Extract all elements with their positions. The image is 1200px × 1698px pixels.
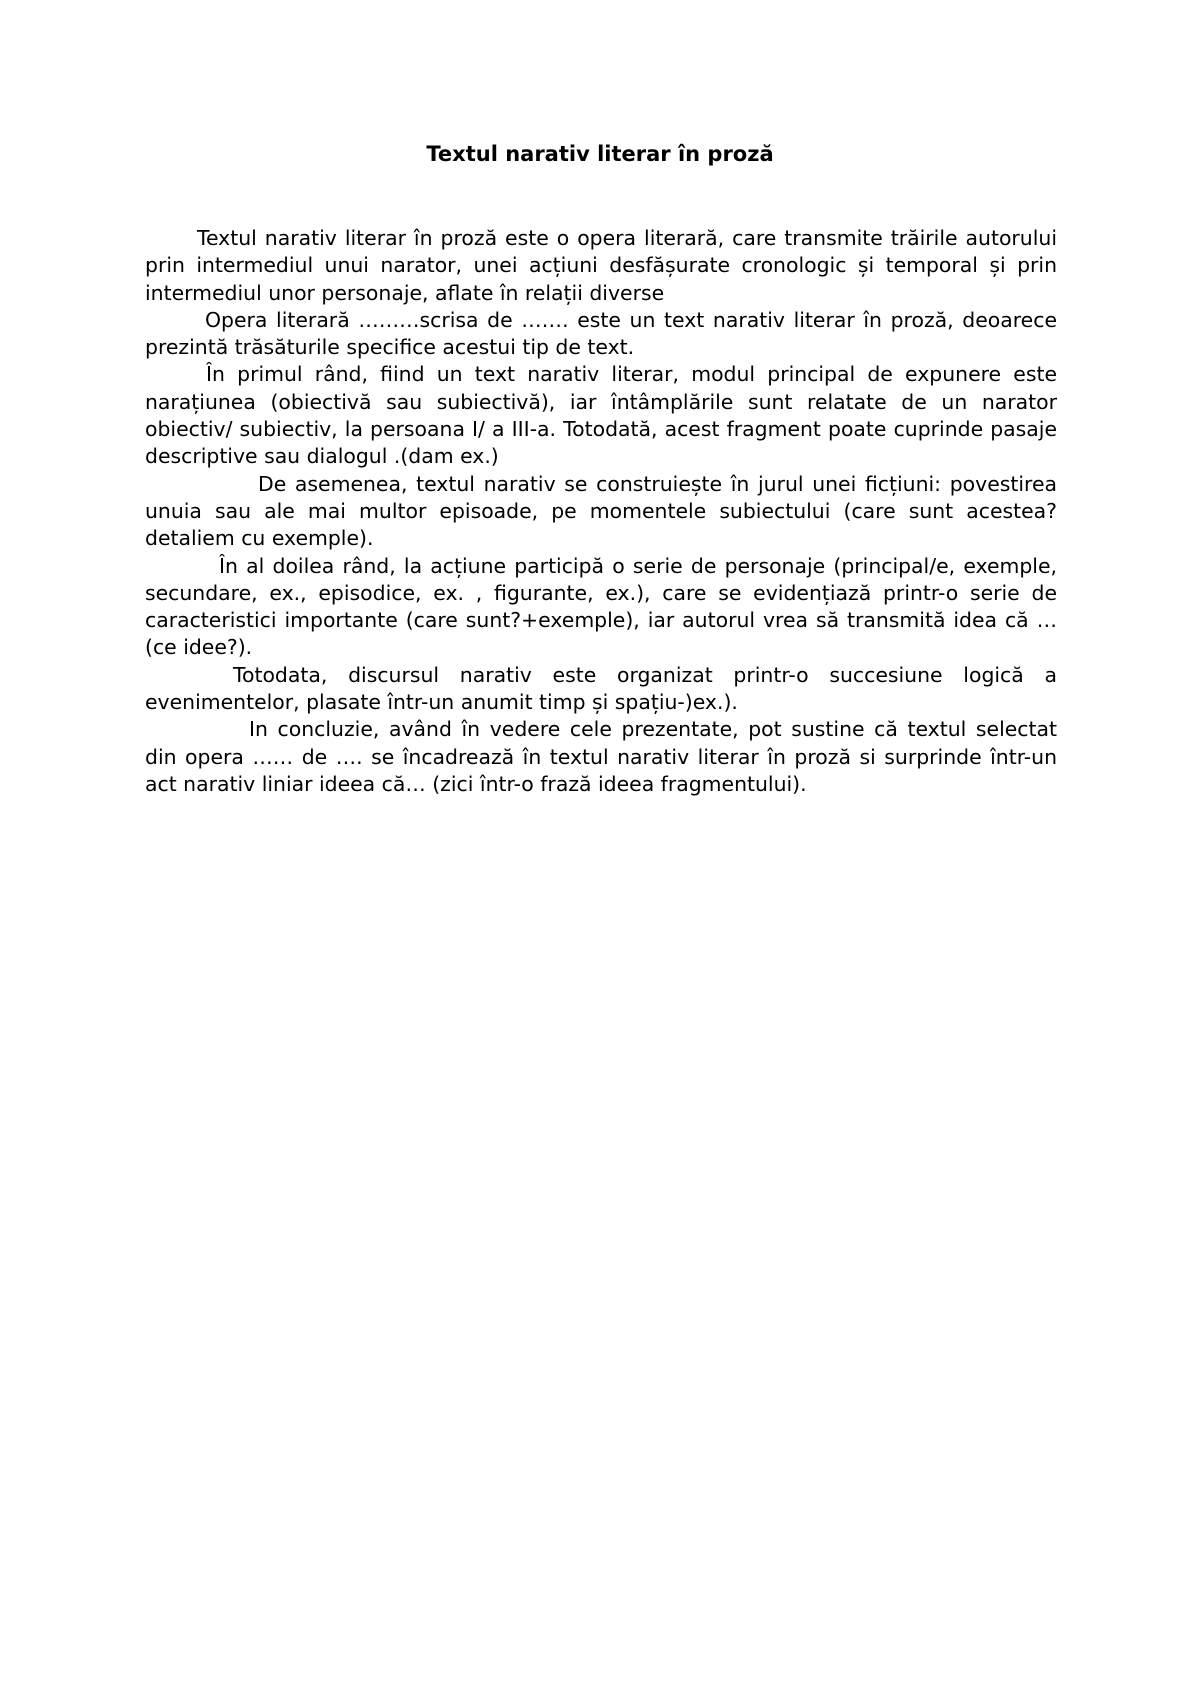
paragraph-definition: Textul narativ literar în proză este o opera literară, care transmite trăirile autorului prin intermediul unui narator, unei acțiuni desfășurate cronologic și temporal și prin intermediul unor personaje, aflate în relații diverse (145, 226, 1057, 305)
document-body (145, 225, 1057, 798)
paragraph-discourse: Totodata, discursul narativ este organizat printr-o succesiune logică a evenimentelor, plasate într-un anumit timp și spațiu-)ex.). (145, 662, 1057, 715)
paragraph-fiction: De asemenea, textul narativ se construiește în jurul unei ficțiuni: povestirea unuia sau ale mai multor episoade, pe momentele subiectului (care sunt acestea?detaliem cu exemple). (145, 471, 1057, 551)
paragraph-thesis: Opera literară ………scrisa de ……. este un text narativ literar în proză, deoarece prezintă trăsăturile specifice acestui tip de text. (145, 307, 1057, 360)
paragraph-characters: În al doilea rând, la acțiune participă o serie de personaje (principal/e, exemple, secundare, ex., episodice, ex. , figurante, ex.), care se evidențiază printr-o serie de caracteristici importante (care sunt?+exemple), iar autorul vrea să transmită idea că … (ce idee?). (145, 553, 1057, 660)
paragraph-conclusion: In concluzie, având în vedere cele prezentate, pot sustine că textul selectat din opera …… de …. se încadrează în textul narativ literar în proză si surprinde într-un act narativ liniar ideea că… (zici într-o frază ideea fragmentului). (145, 717, 1057, 796)
document-title: Textul narativ literar în proză (426, 142, 774, 166)
paragraph-narration: În primul rând, fiind un text narativ literar, modul principal de expunere este narațiunea (obiectivă sau subiectivă), iar întâmplările sunt relatate de un narator obiectiv/ subiectiv, la persoana I/ a III-a. Totodată, acest fragment poate cuprinde pasaje descriptive sau dialogul .(dam ex.) (145, 362, 1057, 469)
